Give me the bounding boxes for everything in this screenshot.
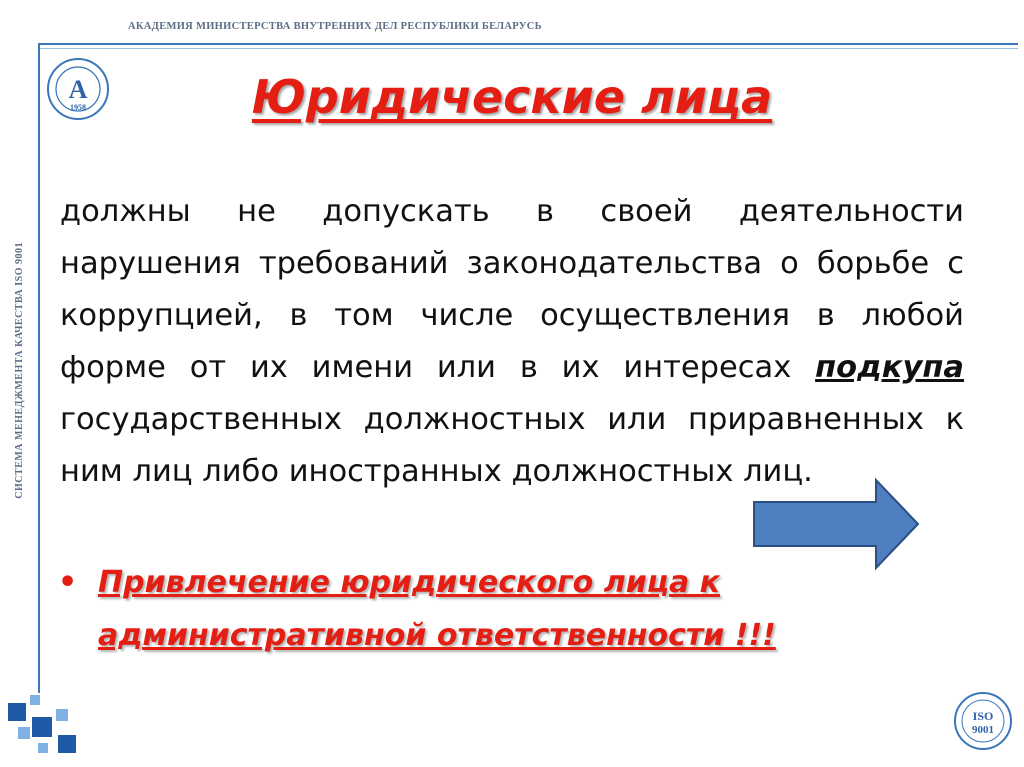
slide-title: Юридические лица bbox=[251, 70, 773, 124]
bullet-item bbox=[58, 556, 958, 662]
body-text-after: государственных должностных или приравненных к ним лиц либо иностранных должностных лиц. bbox=[60, 402, 964, 489]
header-divider bbox=[38, 43, 1018, 45]
logo-year: 1958 bbox=[70, 103, 86, 112]
header-divider-light bbox=[38, 48, 1018, 49]
body-text-before: должны не допускать в своей деятельности нарушения требований законодательства о борьбе с коррупцией, в том числе осуществления в любой форме от их имени или в их интересах bbox=[60, 194, 964, 385]
iso-number: 9001 bbox=[972, 724, 994, 736]
sidebar-vertical-caption bbox=[8, 140, 30, 600]
iso-label: ISO bbox=[972, 709, 994, 723]
body-highlight-bribery: подкупа bbox=[815, 350, 964, 385]
iso-9001-icon bbox=[953, 690, 1013, 752]
logo-letter: A bbox=[68, 75, 88, 104]
sidebar-vertical-text: СИСТЕМА МЕНЕДЖМЕНТА КАЧЕСТВА ISO 9001 bbox=[13, 241, 25, 499]
bullet-marker: • bbox=[58, 565, 78, 600]
body-paragraph bbox=[60, 186, 964, 498]
left-divider bbox=[38, 43, 40, 693]
bullet-text: Привлечение юридического лица к административной ответственности !!! bbox=[98, 565, 776, 653]
decorative-squares bbox=[8, 695, 78, 755]
header-organization: АКАДЕМИЯ МИНИСТЕРСТВА ВНУТРЕННИХ ДЕЛ РЕСПУБЛИКИ БЕЛАРУСЬ bbox=[128, 21, 542, 32]
